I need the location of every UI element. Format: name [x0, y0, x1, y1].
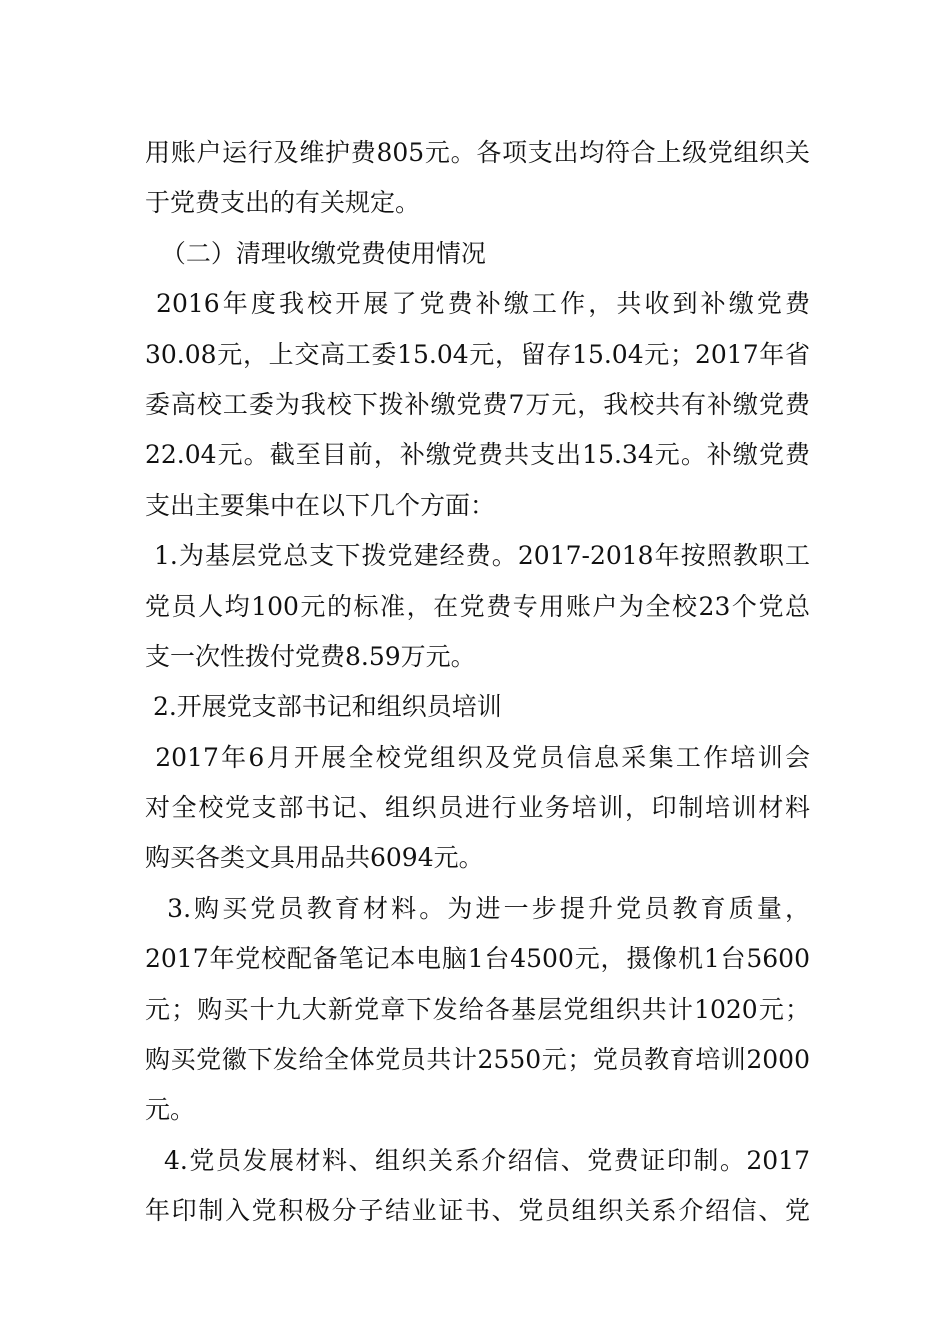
document-body: [145, 128, 810, 1237]
text-line: 元；购买十九大新党章下发给各基层党组织共计1020元；: [145, 994, 810, 1024]
text-line: 用账户运行及维护费805元。各项支出均符合上级党组织关: [145, 138, 810, 167]
list-item-2: 2.开展党支部书记和组织员培训: [145, 692, 502, 722]
text-line: 2017年党校配备笔记本电脑1台4500元，摄像机1台5600: [145, 944, 810, 974]
list-item-4: 4.党员发展材料、组织关系介绍信、党费证印制。2017: [145, 1145, 810, 1175]
text-line: 22.04元。截至目前，补缴党费共支出15.34元。补缴党费: [145, 440, 810, 470]
list-item-3: 3.购买党员教育材料。为进一步提升党员教育质量，: [145, 893, 810, 923]
text-line: 委高校工委为我校下拨补缴党费7万元，我校共有补缴党费: [145, 389, 810, 419]
text-line: 2017年6月开展全校党组织及党员信息采集工作培训会: [145, 742, 810, 772]
text-line: 于党费支出的有关规定。: [145, 188, 421, 218]
text-line: 党员人均100元的标准，在党费专用账户为全校23个党总: [145, 591, 810, 621]
text-line: 年印制入党积极分子结业证书、党员组织关系介绍信、党: [145, 1196, 810, 1226]
text-line: 2016年度我校开展了党费补缴工作，共收到补缴党费: [145, 289, 810, 319]
text-line: 对全校党支部书记、组织员进行业务培训，印制培训材料: [145, 793, 810, 823]
list-item-1: 1.为基层党总支下拨党建经费。2017-2018年按照教职工: [145, 541, 810, 571]
text-line: 30.08元，上交高工委15.04元，留存15.04元；2017年省: [145, 339, 810, 369]
section-heading: （二）清理收缴党费使用情况: [145, 238, 486, 268]
text-line: 支一次性拨付党费8.59万元。: [145, 641, 476, 671]
text-line: 购买各类文具用品共6094元。: [145, 843, 484, 873]
text-line: 购买党徽下发给全体党员共计2550元；党员教育培训2000: [145, 1045, 810, 1075]
text-line: 元。: [145, 1095, 196, 1125]
text-line: 支出主要集中在以下几个方面：: [145, 490, 496, 520]
